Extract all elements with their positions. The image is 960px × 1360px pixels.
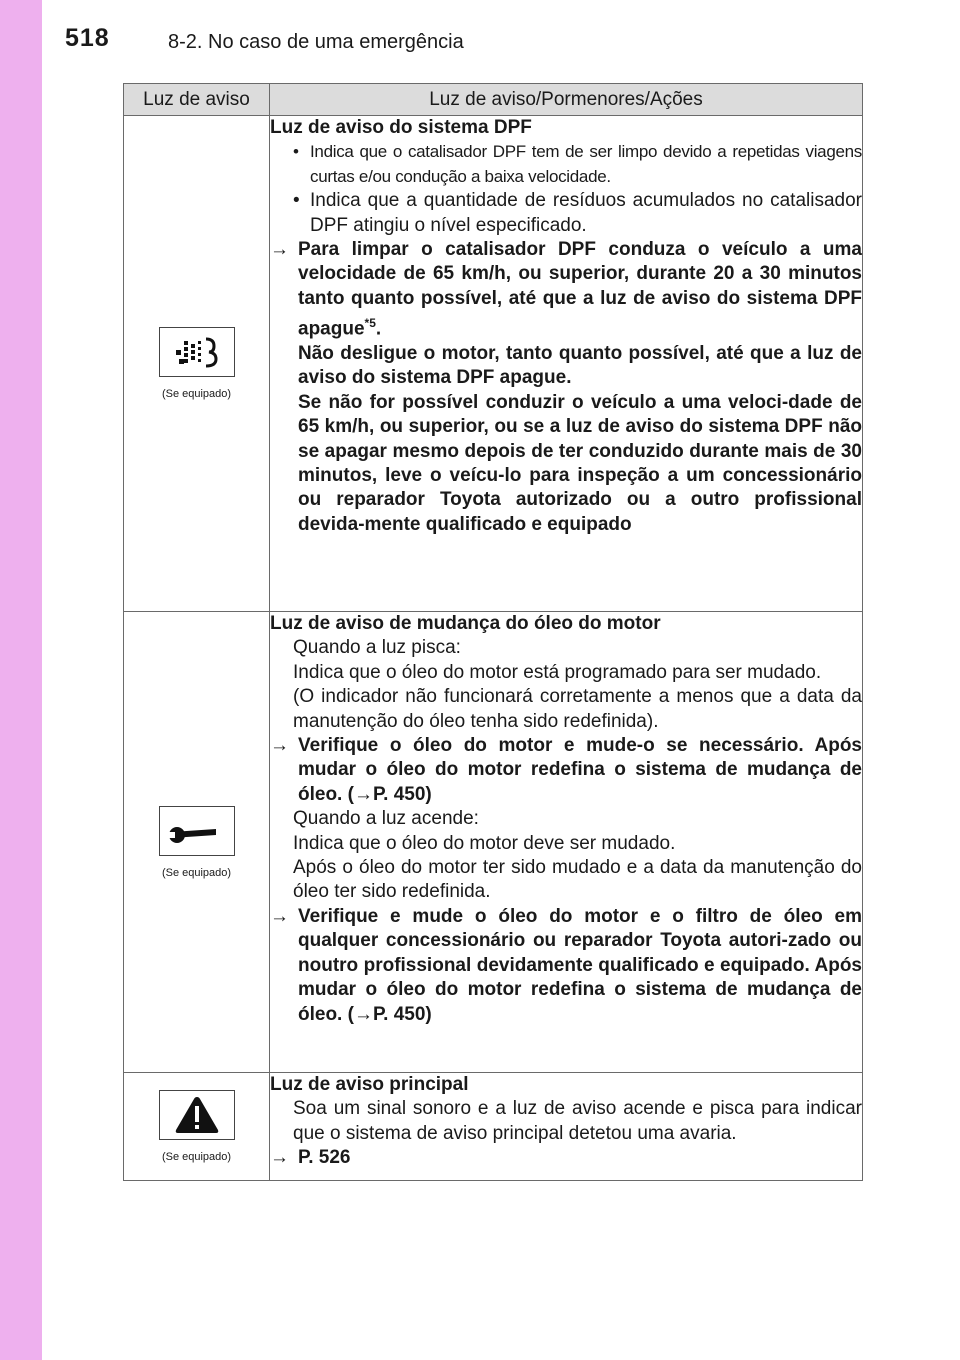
row-title: Luz de aviso principal (270, 1074, 469, 1095)
action-item: → Verifique e mude o óleo do motor e o filtro de óleo em qualquer concessionário ou reparador Toyota autori-zado ou noutro profissional devidamente qualificado e equipado. Após mudar o óleo do motor redefina o sistema de mudança de óleo. (→P. 450) (270, 905, 862, 1025)
table-header-row (124, 84, 863, 116)
side-color-band (0, 0, 42, 1360)
equipped-note: (Se equipado) (161, 388, 232, 400)
warning-lights-table (123, 83, 863, 1181)
bullet-item: • Indica que o catalisador DPF tem de ser limpo devido a repetidas viagens curtas e/ou condução a baixa velocidade. (293, 142, 862, 186)
dpf-filter-icon (159, 327, 235, 377)
action-item: → P. 526 (270, 1146, 862, 1170)
row-title: Luz de aviso de mudança do óleo do motor (270, 613, 661, 634)
condition-label: Quando a luz acende: (293, 808, 479, 830)
footnote-ref: *5 (364, 316, 376, 331)
section-title: 8-2. No caso de uma emergência (168, 31, 464, 53)
condition-text: Soa um sinal sonoro e a luz de aviso acende e pisca para indicar que o sistema de aviso principal detetou uma avaria. (293, 1098, 862, 1144)
wrench-icon (159, 806, 235, 856)
table-row (124, 116, 863, 612)
master-warning-icon (159, 1090, 235, 1140)
condition-label: Quando a luz pisca: (293, 637, 461, 659)
table-row (124, 612, 863, 1073)
table-row (124, 1073, 863, 1181)
condition-text: Após o óleo do motor ter sido mudado e a data da manutenção do óleo ter sido redefinida. (293, 857, 862, 903)
details-cell (270, 116, 863, 612)
icon-cell (124, 116, 270, 612)
icon-cell (124, 612, 270, 1073)
equipped-note: (Se equipado) (161, 866, 232, 879)
action-item: → Verifique o óleo do motor e mude-o se necessário. Após mudar o óleo do motor redefina o sistema de mudança de óleo. (→P. 450) (270, 735, 862, 805)
arrow-icon: → (270, 239, 289, 261)
equipped-note: (Se equipado) (161, 1151, 232, 1163)
condition-text: (O indicador não funcionará corretamente a menos que a data da manutenção do óleo tenha sido redefinida). (293, 686, 862, 732)
arrow-icon: → (270, 735, 289, 757)
arrow-icon: → (270, 905, 289, 927)
col-header-light: Luz de aviso (124, 84, 270, 116)
condition-text: Indica que o óleo do motor deve ser mudado. (293, 832, 676, 854)
page-number: 518 (65, 24, 110, 52)
details-cell (270, 1073, 863, 1181)
bullet-item: • Indica que a quantidade de resíduos acumulados no catalisador DPF atingiu o nível especificado. (293, 190, 862, 236)
action-item: → Para limpar o catalisador DPF conduza o veículo a uma velocidade de 65 km/h, ou superior, durante 20 a 30 minutos tanto quanto possível, até que a luz de aviso do sistema DPF apague$^{*5}$. (270, 239, 862, 340)
icon-cell (124, 1073, 270, 1181)
action-paragraph: Não desligue o motor, tanto quanto possível, até que a luz de aviso do sistema DPF apague. (298, 342, 862, 389)
col-header-details: Luz de aviso/Pormenores/Ações (270, 84, 863, 116)
arrow-icon: → (270, 1147, 289, 1169)
action-paragraph: Se não for possível conduzir o veículo a uma veloci-dade de 65 km/h, ou superior, ou se a luz de aviso do sistema DPF não se apagar mesmo depois de ter conduzido durante mais de 30 minutos, leve o veícu-lo para inspeção a um concessionário ou reparador Toyota autorizado ou a outro profissional devida-mente qualificado e equipado (298, 391, 862, 535)
row-title: Luz de aviso do sistema DPF (270, 117, 532, 138)
condition-text: Indica que o óleo do motor está programado para ser mudado. (293, 661, 822, 683)
details-cell (270, 612, 863, 1073)
